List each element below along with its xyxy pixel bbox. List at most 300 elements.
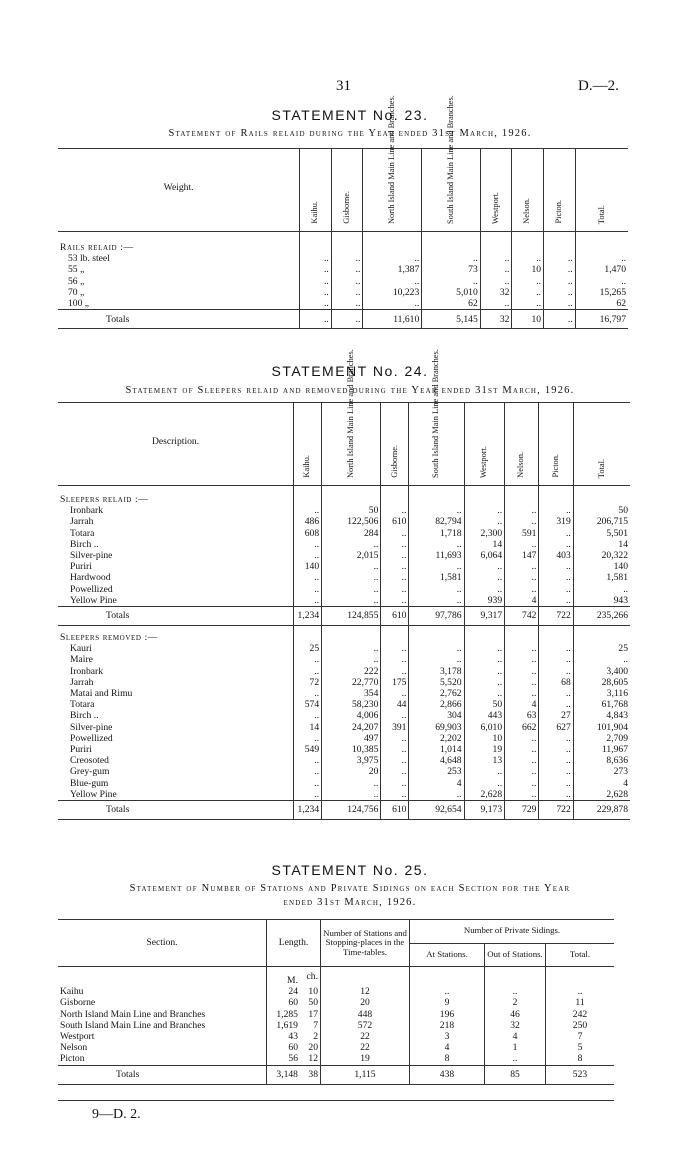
value-cell: 273 [573, 766, 630, 777]
value-cell: .. [363, 253, 422, 264]
value-cell: 4 [573, 778, 630, 789]
table-row [58, 778, 630, 789]
row-label-text: Gisborne [60, 997, 96, 1009]
value-cell: 11,967 [573, 744, 630, 755]
at-stations-header: At Stations. [410, 943, 485, 967]
row-label [58, 710, 294, 721]
value-cell: .. [300, 264, 332, 275]
value-cell: 9,317 [464, 607, 505, 626]
row-label [58, 643, 294, 654]
miles-unit: M. [267, 967, 300, 987]
row-label-text: Ironbark [70, 505, 104, 517]
stations-cell: 22 [321, 1042, 410, 1053]
value-cell: .. [294, 572, 322, 583]
value-cell: .. [381, 505, 409, 516]
value-cell: .. [480, 253, 512, 264]
value-cell: .. [363, 276, 422, 287]
col-header: Kaihu. [310, 201, 320, 224]
row-label-text: Kaihu [60, 986, 84, 998]
value-cell: 69,903 [409, 722, 464, 733]
value-cell: .. [300, 287, 332, 298]
value-cell: .. [539, 528, 573, 539]
value-cell: 175 [381, 677, 409, 688]
value-cell: .. [381, 584, 409, 595]
row-label [58, 528, 294, 539]
value-cell: .. [539, 654, 573, 665]
row-label [58, 778, 294, 789]
value-cell: 11,693 [409, 550, 464, 561]
stations-header: Number of Stations and Stopping-places in the Time-tables. [321, 920, 410, 967]
value-cell: 729 [505, 801, 539, 820]
value-cell: .. [464, 677, 505, 688]
value-cell: .. [539, 561, 573, 572]
value-cell: 4 [505, 595, 539, 607]
value-cell: .. [539, 778, 573, 789]
value-cell: .. [300, 276, 332, 287]
value-cell: .. [409, 539, 464, 550]
value-cell: 1,387 [363, 264, 422, 275]
value-cell: 610 [381, 801, 409, 820]
value-cell: .. [294, 595, 322, 607]
at-stations-cell: .. [410, 986, 485, 997]
value-cell: .. [480, 298, 512, 310]
value-cell: 62 [575, 298, 628, 310]
chains-cell: 2 [313, 1031, 318, 1043]
value-cell: .. [464, 688, 505, 699]
value-cell: .. [505, 733, 539, 744]
value-cell: .. [300, 253, 332, 264]
page-number: 31 [336, 78, 351, 94]
row-label [58, 699, 294, 710]
value-cell: 6,064 [464, 550, 505, 561]
value-cell: 140 [573, 561, 630, 572]
value-cell: .. [294, 688, 322, 699]
table-row [58, 766, 630, 777]
value-cell: .. [539, 766, 573, 777]
chains-cell: 17 [308, 1008, 318, 1020]
value-cell: .. [294, 778, 322, 789]
value-cell: 73 [422, 264, 481, 275]
statement-25-subtitle-line2: ended 31st March, 1926. [283, 897, 417, 908]
row-label [58, 276, 300, 287]
value-cell: 5,010 [422, 287, 481, 298]
table-row [58, 1009, 614, 1020]
row-label-text: Creosoted [70, 755, 109, 767]
total-cell: 7 [546, 1031, 615, 1042]
value-cell: .. [544, 287, 576, 298]
value-cell: .. [539, 699, 573, 710]
at-stations-cell: 8 [410, 1053, 485, 1065]
value-cell: .. [464, 572, 505, 583]
table-row [58, 253, 628, 264]
value-cell: .. [381, 654, 409, 665]
section-header: Section. [58, 920, 267, 967]
value-cell: 206,715 [573, 516, 630, 527]
group-label: Rails relaid :— [60, 242, 134, 253]
table-row [58, 561, 630, 572]
table-row [58, 699, 630, 710]
value-cell: .. [480, 276, 512, 287]
row-label-text: Yellow Pine [70, 788, 117, 800]
table-row [58, 516, 630, 527]
value-cell: .. [539, 688, 573, 699]
row-label [58, 1042, 267, 1053]
value-cell: 6,010 [464, 722, 505, 733]
value-cell: .. [322, 572, 381, 583]
value-cell: 1,470 [575, 264, 628, 275]
value-cell: 124,756 [322, 801, 381, 820]
totals-label: Totals [106, 610, 130, 622]
table-row [58, 584, 630, 595]
value-cell: .. [539, 505, 573, 516]
miles-cell: 56 [267, 1053, 300, 1065]
value-cell: 3,975 [322, 755, 381, 766]
stations-cell: 572 [321, 1020, 410, 1031]
col-header: Nelson. [516, 451, 526, 478]
value-cell: 1,014 [409, 744, 464, 755]
value-cell: .. [539, 595, 573, 607]
row-label [58, 1031, 267, 1042]
value-cell: .. [409, 561, 464, 572]
chains-cell: 38 [308, 1069, 318, 1081]
value-cell: .. [505, 666, 539, 677]
value-cell: 354 [322, 688, 381, 699]
chains-cell: 50 [308, 997, 318, 1009]
table-row [58, 287, 628, 298]
row-label-text: Blue-gum [70, 777, 109, 789]
row-label [58, 997, 267, 1008]
row-label [58, 550, 294, 561]
stations-cell: 12 [321, 986, 410, 997]
row-label [58, 986, 267, 997]
statement-25-title: STATEMENT No. 25. [271, 862, 429, 878]
value-cell: 2,628 [573, 789, 630, 801]
row-label-text: Picton [60, 1053, 85, 1065]
table-row [58, 710, 630, 721]
value-cell: 222 [322, 666, 381, 677]
col-header: North Island Main Line and Branches. [387, 94, 397, 224]
value-cell: 19 [464, 744, 505, 755]
value-cell: 284 [322, 528, 381, 539]
table-row [58, 528, 630, 539]
value-cell: 25 [573, 643, 630, 654]
table-row [58, 1031, 614, 1042]
value-cell: 443 [464, 710, 505, 721]
value-cell: .. [505, 778, 539, 789]
value-cell: .. [381, 766, 409, 777]
value-cell: .. [505, 654, 539, 665]
value-cell: .. [409, 654, 464, 665]
col-header: Gisborne. [389, 445, 399, 478]
value-cell: 4,006 [322, 710, 381, 721]
row-label-text: Powellized [70, 732, 113, 744]
value-cell: 4,843 [573, 710, 630, 721]
row-label-text: 56 „ [68, 275, 85, 287]
value-cell: 591 [505, 528, 539, 539]
value-cell: .. [363, 298, 422, 310]
value-cell: .. [381, 595, 409, 607]
out-of-stations-cell: 4 [485, 1031, 546, 1042]
table-row [58, 997, 614, 1008]
value-cell: 72 [294, 677, 322, 688]
value-cell: .. [505, 561, 539, 572]
value-cell: 391 [381, 722, 409, 733]
value-cell: .. [539, 539, 573, 550]
value-cell: .. [322, 561, 381, 572]
total-cell: .. [546, 986, 615, 997]
value-cell: .. [294, 755, 322, 766]
miles-cell: 1,285 [267, 1009, 300, 1020]
row-label-text: 100 „ [68, 298, 90, 310]
chains-cell: 10 [308, 986, 318, 998]
table-row [58, 654, 630, 665]
col-header: Nelson. [522, 197, 532, 224]
value-cell: 229,878 [573, 801, 630, 820]
totals-label: Totals [106, 804, 130, 816]
value-cell: 92,654 [409, 801, 464, 820]
value-cell: 101,904 [573, 722, 630, 733]
statement-23-title: STATEMENT No. 23. [271, 107, 429, 123]
table-row [58, 276, 628, 287]
out-of-stations-header: Out of Stations. [485, 943, 546, 967]
value-cell: .. [331, 276, 363, 287]
value-cell: .. [331, 310, 363, 329]
at-stations-cell: 4 [410, 1042, 485, 1053]
row-label [58, 287, 300, 298]
row-label-text: Powellized [70, 583, 113, 595]
miles-cell: 3,148 [267, 1065, 300, 1084]
row-label [58, 722, 294, 733]
value-cell: .. [409, 643, 464, 654]
value-cell: 4 [409, 778, 464, 789]
row-label [58, 264, 300, 275]
value-cell: .. [539, 572, 573, 583]
value-cell: 82,794 [409, 516, 464, 527]
miles-cell: 1,619 [267, 1020, 300, 1031]
value-cell: .. [322, 595, 381, 607]
value-cell: 122,506 [322, 516, 381, 527]
value-cell: .. [480, 264, 512, 275]
stations-cell: 22 [321, 1031, 410, 1042]
row-label [58, 516, 294, 527]
value-cell: .. [544, 264, 576, 275]
value-cell: 63 [505, 710, 539, 721]
col-header: Picton. [554, 200, 564, 224]
row-label [58, 733, 294, 744]
value-cell: 574 [294, 699, 322, 710]
table-row [58, 688, 630, 699]
row-label-text: Hardwood [70, 572, 111, 584]
value-cell: .. [505, 755, 539, 766]
row-label [58, 253, 300, 264]
value-cell: 147 [505, 550, 539, 561]
row-label-text: Silver-pine [70, 721, 113, 733]
value-cell: .. [512, 298, 544, 310]
total-out-cell: 85 [485, 1065, 546, 1084]
value-cell: 24,207 [322, 722, 381, 733]
value-cell: .. [300, 310, 332, 329]
value-cell: .. [539, 666, 573, 677]
total-header: Total. [546, 943, 615, 967]
value-cell: 610 [381, 607, 409, 626]
value-cell: 124,855 [322, 607, 381, 626]
value-cell: 10 [512, 310, 544, 329]
row-label-text: Totara [70, 699, 95, 711]
value-cell: 32 [480, 287, 512, 298]
value-cell: .. [294, 505, 322, 516]
totals-row [58, 801, 630, 820]
value-cell: 10 [512, 264, 544, 275]
row-label [58, 572, 294, 583]
row-label [58, 584, 294, 595]
out-of-stations-cell: 46 [485, 1009, 546, 1020]
value-cell: .. [505, 643, 539, 654]
row-label [58, 744, 294, 755]
row-label-text: 53 lb. steel [68, 253, 110, 265]
col-header: Total. [596, 204, 606, 224]
value-cell: .. [544, 310, 576, 329]
description-header: Description. [151, 436, 200, 448]
value-cell: 68 [539, 677, 573, 688]
row-label-text: North Island Main Line and Branches [60, 1008, 206, 1020]
value-cell: 549 [294, 744, 322, 755]
at-stations-cell: 9 [410, 997, 485, 1008]
document-reference: D.—2. [578, 78, 619, 94]
value-cell: .. [512, 276, 544, 287]
value-cell: .. [505, 584, 539, 595]
value-cell: 16,797 [575, 310, 628, 329]
value-cell: .. [322, 778, 381, 789]
value-cell: .. [381, 643, 409, 654]
chains-cell: 7 [313, 1019, 318, 1031]
value-cell: .. [294, 666, 322, 677]
value-cell: 44 [381, 699, 409, 710]
value-cell: .. [381, 688, 409, 699]
value-cell: .. [505, 744, 539, 755]
value-cell: .. [539, 789, 573, 801]
table-row [58, 722, 630, 733]
value-cell: .. [505, 572, 539, 583]
value-cell: .. [381, 572, 409, 583]
col-header: Kaihu. [302, 455, 312, 478]
value-cell: 27 [539, 710, 573, 721]
row-label-text: Jarrah [70, 676, 94, 688]
table-row [58, 1042, 614, 1053]
statement-24-title: STATEMENT No. 24. [271, 363, 429, 379]
total-cell: 250 [546, 1020, 615, 1031]
value-cell: 62 [422, 298, 481, 310]
value-cell: .. [464, 516, 505, 527]
value-cell: .. [464, 778, 505, 789]
value-cell: .. [300, 298, 332, 310]
out-of-stations-cell: .. [485, 1053, 546, 1065]
value-cell: .. [381, 744, 409, 755]
value-cell: 50 [322, 505, 381, 516]
value-cell: 319 [539, 516, 573, 527]
value-cell: 2,300 [464, 528, 505, 539]
value-cell: .. [322, 643, 381, 654]
totals-label: Totals [116, 1069, 140, 1081]
col-header: South Island Main Line and Branches. [445, 94, 455, 224]
row-label-text: Matai and Rimu [70, 688, 133, 700]
value-cell: .. [294, 789, 322, 801]
totals-row [58, 607, 630, 626]
row-label [58, 789, 294, 801]
row-label [58, 298, 300, 310]
value-cell: .. [294, 654, 322, 665]
value-cell: .. [464, 584, 505, 595]
units-row [58, 967, 614, 987]
row-label [58, 561, 294, 572]
value-cell: 10,223 [363, 287, 422, 298]
group-header-row [58, 486, 630, 506]
value-cell: .. [381, 778, 409, 789]
value-cell: .. [381, 755, 409, 766]
miles-cell: 43 [267, 1031, 300, 1042]
totals-row [58, 310, 628, 329]
row-label-text: 55 „ [68, 264, 85, 276]
group-label: Sleepers removed :— [60, 632, 158, 644]
table-row [58, 298, 628, 310]
table-row [58, 789, 630, 801]
row-label-text: Totara [70, 527, 95, 539]
value-cell: 8,636 [573, 755, 630, 766]
value-cell: .. [464, 505, 505, 516]
value-cell: .. [381, 710, 409, 721]
value-cell: 58,230 [322, 699, 381, 710]
value-cell: .. [505, 766, 539, 777]
value-cell: 627 [539, 722, 573, 733]
value-cell: .. [331, 298, 363, 310]
weight-header: Weight. [163, 182, 194, 194]
value-cell: 22,770 [322, 677, 381, 688]
value-cell: 2,709 [573, 733, 630, 744]
value-cell: .. [505, 539, 539, 550]
total-cell: 11 [546, 997, 615, 1008]
table-row [58, 755, 630, 766]
out-of-stations-cell: .. [485, 986, 546, 997]
value-cell: 50 [573, 505, 630, 516]
value-cell: .. [409, 595, 464, 607]
totals-label: Totals [106, 313, 130, 325]
table-row [58, 1020, 614, 1031]
value-cell: .. [409, 789, 464, 801]
table-row [58, 264, 628, 275]
row-label-text: 70 „ [68, 286, 85, 298]
value-cell: .. [294, 710, 322, 721]
value-cell: .. [294, 584, 322, 595]
value-cell: 5,501 [573, 528, 630, 539]
value-cell: 2,866 [409, 699, 464, 710]
row-label-text: Silver-pine [70, 550, 113, 562]
value-cell: .. [294, 733, 322, 744]
value-cell: .. [381, 789, 409, 801]
value-cell: 140 [294, 561, 322, 572]
value-cell: .. [409, 584, 464, 595]
stations-cell: 448 [321, 1009, 410, 1020]
row-label-text: Kauri [70, 643, 92, 655]
statement-24-subtitle: Statement of Sleepers relaid and removed during the Year ended 31st March, 1926. [125, 385, 575, 396]
chains-cell: 12 [308, 1053, 318, 1065]
value-cell: 28,605 [573, 677, 630, 688]
value-cell: 20,322 [573, 550, 630, 561]
value-cell: 722 [539, 607, 573, 626]
value-cell: 2,015 [322, 550, 381, 561]
table-row [58, 677, 630, 688]
value-cell: 486 [294, 516, 322, 527]
col-header: Westport. [479, 445, 489, 478]
value-cell: .. [539, 744, 573, 755]
